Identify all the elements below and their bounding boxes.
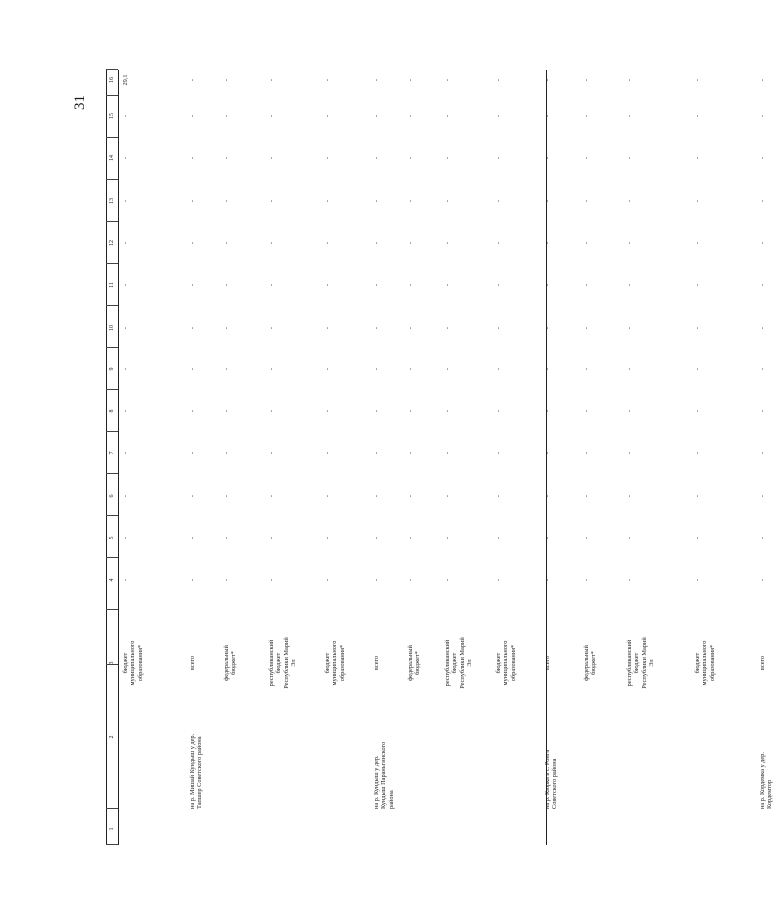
- column-number: 13: [109, 198, 115, 204]
- row-object: на р. Мишай Кундыш у дер. Тапшер Советского района: [189, 733, 204, 809]
- row-value-dash: -: [759, 156, 766, 160]
- row-funding-source: всего: [759, 655, 766, 671]
- row-value-dash: -: [759, 114, 766, 118]
- row-value-dash: -: [759, 283, 766, 287]
- row-value-dash: -: [694, 199, 701, 203]
- row-value-dash: -: [495, 578, 502, 582]
- row-value-dash: -: [694, 451, 701, 455]
- row-value-dash: -: [495, 451, 502, 455]
- row-value-col16: -: [626, 78, 633, 82]
- row-value-col16: -: [407, 78, 414, 82]
- row-value-dash: -: [626, 578, 633, 582]
- row-value-dash: -: [189, 156, 196, 160]
- row-value-dash: -: [223, 283, 230, 287]
- row-value-dash: -: [444, 451, 451, 455]
- row-value-col16: -: [373, 78, 380, 82]
- row-value-dash: -: [444, 409, 451, 413]
- row-value-dash: -: [268, 156, 275, 160]
- row-value-dash: -: [544, 578, 551, 582]
- row-value-dash: -: [268, 367, 275, 371]
- column-separator: [106, 473, 118, 474]
- row-value-dash: -: [444, 114, 451, 118]
- row-value-dash: -: [324, 578, 331, 582]
- row-value-dash: -: [324, 409, 331, 413]
- row-funding-source: всего: [189, 655, 196, 671]
- row-value-dash: -: [407, 536, 414, 540]
- row-value-dash: -: [268, 578, 275, 582]
- row-value-dash: -: [694, 326, 701, 330]
- row-funding-source: бюджет муниципального образования*: [324, 640, 346, 686]
- row-funding-source: республиканский бюджет Республики Марий Эл: [444, 637, 473, 689]
- column-number: 2: [109, 735, 115, 739]
- row-value-dash: -: [223, 494, 230, 498]
- row-value-dash: -: [544, 326, 551, 330]
- column-number: 4: [109, 578, 115, 582]
- header-bottom-rule: [118, 70, 119, 845]
- row-value-dash: -: [189, 241, 196, 245]
- row-funding-source: федеральный бюджет*: [407, 645, 422, 681]
- row-value-dash: -: [223, 367, 230, 371]
- row-value-dash: -: [407, 494, 414, 498]
- page-number: 31: [72, 95, 88, 110]
- column-separator: [106, 515, 118, 516]
- row-value-dash: -: [122, 241, 129, 245]
- column-separator: [106, 137, 118, 138]
- column-separator: [106, 431, 118, 432]
- row-value-dash: -: [759, 578, 766, 582]
- row-value-dash: -: [407, 241, 414, 245]
- row-value-dash: -: [324, 494, 331, 498]
- row-value-dash: -: [223, 326, 230, 330]
- row-value-dash: -: [544, 114, 551, 118]
- row-value-dash: -: [268, 199, 275, 203]
- row-value-dash: -: [694, 283, 701, 287]
- row-value-dash: -: [268, 114, 275, 118]
- row-value-dash: -: [373, 114, 380, 118]
- column-number: 9: [109, 367, 115, 371]
- row-value-dash: -: [407, 409, 414, 413]
- row-value-dash: -: [444, 578, 451, 582]
- row-value-dash: -: [759, 326, 766, 330]
- row-value-dash: -: [583, 326, 590, 330]
- column-separator: [106, 347, 118, 348]
- row-value-dash: -: [223, 114, 230, 118]
- row-value-dash: -: [544, 494, 551, 498]
- row-value-dash: -: [122, 326, 129, 330]
- row-value-dash: -: [583, 283, 590, 287]
- row-value-col16: -: [223, 78, 230, 82]
- row-value-dash: -: [373, 494, 380, 498]
- row-value-dash: -: [583, 367, 590, 371]
- row-value-dash: -: [122, 367, 129, 371]
- row-value-dash: -: [626, 367, 633, 371]
- row-value-dash: -: [324, 283, 331, 287]
- row-value-col16: -: [583, 78, 590, 82]
- row-value-dash: -: [122, 156, 129, 160]
- row-value-dash: -: [324, 536, 331, 540]
- row-value-dash: -: [268, 451, 275, 455]
- row-value-dash: -: [122, 578, 129, 582]
- row-value-dash: -: [495, 326, 502, 330]
- row-value-dash: -: [544, 241, 551, 245]
- row-value-dash: -: [444, 241, 451, 245]
- row-funding-source: федеральный бюджет*: [583, 645, 598, 681]
- row-value-col16: -: [444, 78, 451, 82]
- row-value-dash: -: [544, 367, 551, 371]
- column-number: 6: [109, 494, 115, 498]
- row-value-dash: -: [122, 283, 129, 287]
- row-value-dash: -: [407, 283, 414, 287]
- column-separator: [106, 609, 118, 610]
- row-value-dash: -: [223, 451, 230, 455]
- row-value-dash: -: [324, 451, 331, 455]
- row-value-dash: -: [544, 536, 551, 540]
- row-value-dash: -: [583, 241, 590, 245]
- row-value-dash: -: [626, 409, 633, 413]
- column-separator: [106, 808, 118, 809]
- row-value-col16: -: [759, 78, 766, 82]
- row-value-dash: -: [189, 199, 196, 203]
- row-funding-source: бюджет муниципального образования*: [495, 640, 517, 686]
- column-separator: [106, 95, 118, 96]
- column-separator: [106, 389, 118, 390]
- row-value-dash: -: [626, 536, 633, 540]
- row-value-dash: -: [495, 199, 502, 203]
- row-value-col16: 29,1: [122, 74, 129, 86]
- row-value-dash: -: [407, 114, 414, 118]
- row-value-dash: -: [324, 326, 331, 330]
- row-value-dash: -: [223, 241, 230, 245]
- row-value-dash: -: [495, 494, 502, 498]
- row-value-dash: -: [544, 156, 551, 160]
- row-value-dash: -: [583, 451, 590, 455]
- row-value-dash: -: [759, 451, 766, 455]
- row-value-dash: -: [583, 409, 590, 413]
- row-value-dash: -: [694, 536, 701, 540]
- row-value-dash: -: [495, 409, 502, 413]
- row-value-dash: -: [373, 578, 380, 582]
- row-funding-source: бюджет муниципального образования*: [122, 640, 144, 686]
- row-value-dash: -: [694, 367, 701, 371]
- row-value-dash: -: [444, 367, 451, 371]
- column-separator: [106, 305, 118, 306]
- row-value-dash: -: [544, 409, 551, 413]
- column-number: 7: [109, 451, 115, 455]
- row-value-dash: -: [626, 283, 633, 287]
- table-top-rule: [106, 70, 107, 845]
- row-value-dash: -: [495, 536, 502, 540]
- row-value-dash: -: [407, 451, 414, 455]
- row-value-dash: -: [495, 283, 502, 287]
- row-value-dash: -: [373, 326, 380, 330]
- column-separator: [106, 263, 118, 264]
- column-number: 10: [109, 325, 115, 331]
- row-value-dash: -: [373, 199, 380, 203]
- row-value-dash: -: [122, 114, 129, 118]
- row-value-dash: -: [759, 367, 766, 371]
- row-value-dash: -: [407, 199, 414, 203]
- row-value-col16: -: [324, 78, 331, 82]
- row-value-dash: -: [122, 409, 129, 413]
- row-object: на р. Кюрка в с. Ронга Советского района: [544, 749, 559, 809]
- column-number: 16: [109, 77, 115, 83]
- row-value-dash: -: [626, 199, 633, 203]
- column-number: 12: [109, 240, 115, 246]
- row-value-dash: -: [189, 409, 196, 413]
- column-number: 14: [109, 155, 115, 161]
- row-value-dash: -: [189, 578, 196, 582]
- row-value-dash: -: [444, 156, 451, 160]
- row-value-dash: -: [626, 326, 633, 330]
- row-value-dash: -: [223, 199, 230, 203]
- row-value-dash: -: [544, 283, 551, 287]
- row-value-dash: -: [694, 114, 701, 118]
- row-value-dash: -: [694, 578, 701, 582]
- row-value-dash: -: [268, 409, 275, 413]
- row-value-dash: -: [759, 241, 766, 245]
- row-value-dash: -: [189, 451, 196, 455]
- row-value-dash: -: [223, 536, 230, 540]
- row-value-dash: -: [694, 156, 701, 160]
- row-value-dash: -: [189, 114, 196, 118]
- row-value-dash: -: [759, 536, 766, 540]
- row-value-dash: -: [268, 326, 275, 330]
- column-separator: [106, 557, 118, 558]
- row-value-col16: -: [694, 78, 701, 82]
- row-value-dash: -: [373, 409, 380, 413]
- column-separator: [106, 179, 118, 180]
- row-value-dash: -: [694, 241, 701, 245]
- row-value-dash: -: [626, 494, 633, 498]
- row-value-dash: -: [223, 409, 230, 413]
- row-value-dash: -: [189, 536, 196, 540]
- row-value-dash: -: [583, 536, 590, 540]
- row-funding-source: всего: [544, 655, 551, 671]
- row-value-dash: -: [189, 326, 196, 330]
- row-value-col16: -: [268, 78, 275, 82]
- row-value-dash: -: [626, 156, 633, 160]
- row-value-dash: -: [583, 578, 590, 582]
- row-object: на р. Кундыш у дер. Кундыш Параньгинского района: [373, 741, 395, 809]
- row-funding-source: федеральный бюджет*: [223, 645, 238, 681]
- column-number: 11: [109, 282, 115, 288]
- row-value-dash: -: [223, 156, 230, 160]
- row-value-dash: -: [759, 199, 766, 203]
- row-value-dash: -: [495, 114, 502, 118]
- row-value-col16: -: [544, 78, 551, 82]
- row-value-dash: -: [583, 156, 590, 160]
- row-value-dash: -: [407, 326, 414, 330]
- row-value-col16: -: [189, 78, 196, 82]
- row-value-dash: -: [189, 367, 196, 371]
- row-value-dash: -: [583, 199, 590, 203]
- column-number: 3: [109, 661, 115, 665]
- row-value-dash: -: [373, 451, 380, 455]
- row-value-dash: -: [189, 283, 196, 287]
- budget-table: [106, 70, 774, 845]
- row-value-dash: -: [694, 494, 701, 498]
- row-value-dash: -: [444, 536, 451, 540]
- row-value-dash: -: [373, 283, 380, 287]
- row-value-dash: -: [373, 241, 380, 245]
- row-value-dash: -: [626, 451, 633, 455]
- row-value-dash: -: [324, 114, 331, 118]
- row-value-dash: -: [444, 494, 451, 498]
- row-value-dash: -: [324, 367, 331, 371]
- row-value-dash: -: [544, 451, 551, 455]
- row-value-dash: -: [407, 578, 414, 582]
- row-value-dash: -: [583, 114, 590, 118]
- column-number: 1: [109, 827, 115, 831]
- row-value-dash: -: [444, 283, 451, 287]
- row-value-dash: -: [759, 494, 766, 498]
- row-value-dash: -: [268, 536, 275, 540]
- row-object: на р. Кордемка у дер. Кордемтор: [759, 752, 774, 809]
- row-value-dash: -: [373, 536, 380, 540]
- row-value-dash: -: [122, 199, 129, 203]
- row-value-dash: -: [189, 494, 196, 498]
- row-value-dash: -: [373, 156, 380, 160]
- column-number: 8: [109, 409, 115, 413]
- row-value-dash: -: [268, 283, 275, 287]
- column-number: 5: [109, 536, 115, 540]
- row-value-dash: -: [268, 241, 275, 245]
- row-value-dash: -: [495, 156, 502, 160]
- row-value-dash: -: [407, 367, 414, 371]
- row-value-dash: -: [373, 367, 380, 371]
- row-value-dash: -: [324, 241, 331, 245]
- row-value-dash: -: [544, 199, 551, 203]
- row-value-dash: -: [626, 241, 633, 245]
- row-funding-source: бюджет муниципального образования*: [694, 640, 716, 686]
- row-value-dash: -: [444, 326, 451, 330]
- row-value-dash: -: [626, 114, 633, 118]
- row-value-dash: -: [759, 409, 766, 413]
- row-funding-source: республиканский бюджет Республики Марий Эл: [626, 637, 655, 689]
- row-value-dash: -: [694, 409, 701, 413]
- row-value-dash: -: [122, 451, 129, 455]
- column-number: 15: [109, 113, 115, 119]
- row-value-dash: -: [324, 199, 331, 203]
- row-value-dash: -: [444, 199, 451, 203]
- row-value-dash: -: [268, 494, 275, 498]
- row-value-dash: -: [223, 578, 230, 582]
- column-separator: [106, 844, 118, 845]
- row-value-col16: -: [495, 78, 502, 82]
- row-value-dash: -: [583, 494, 590, 498]
- row-funding-source: республиканский бюджет Республики Марий Эл: [268, 637, 297, 689]
- row-value-dash: -: [495, 241, 502, 245]
- column-separator: [106, 221, 118, 222]
- row-value-dash: -: [122, 536, 129, 540]
- row-funding-source: всего: [373, 655, 380, 671]
- row-value-dash: -: [495, 367, 502, 371]
- row-value-dash: -: [122, 494, 129, 498]
- row-value-dash: -: [324, 156, 331, 160]
- row-value-dash: -: [407, 156, 414, 160]
